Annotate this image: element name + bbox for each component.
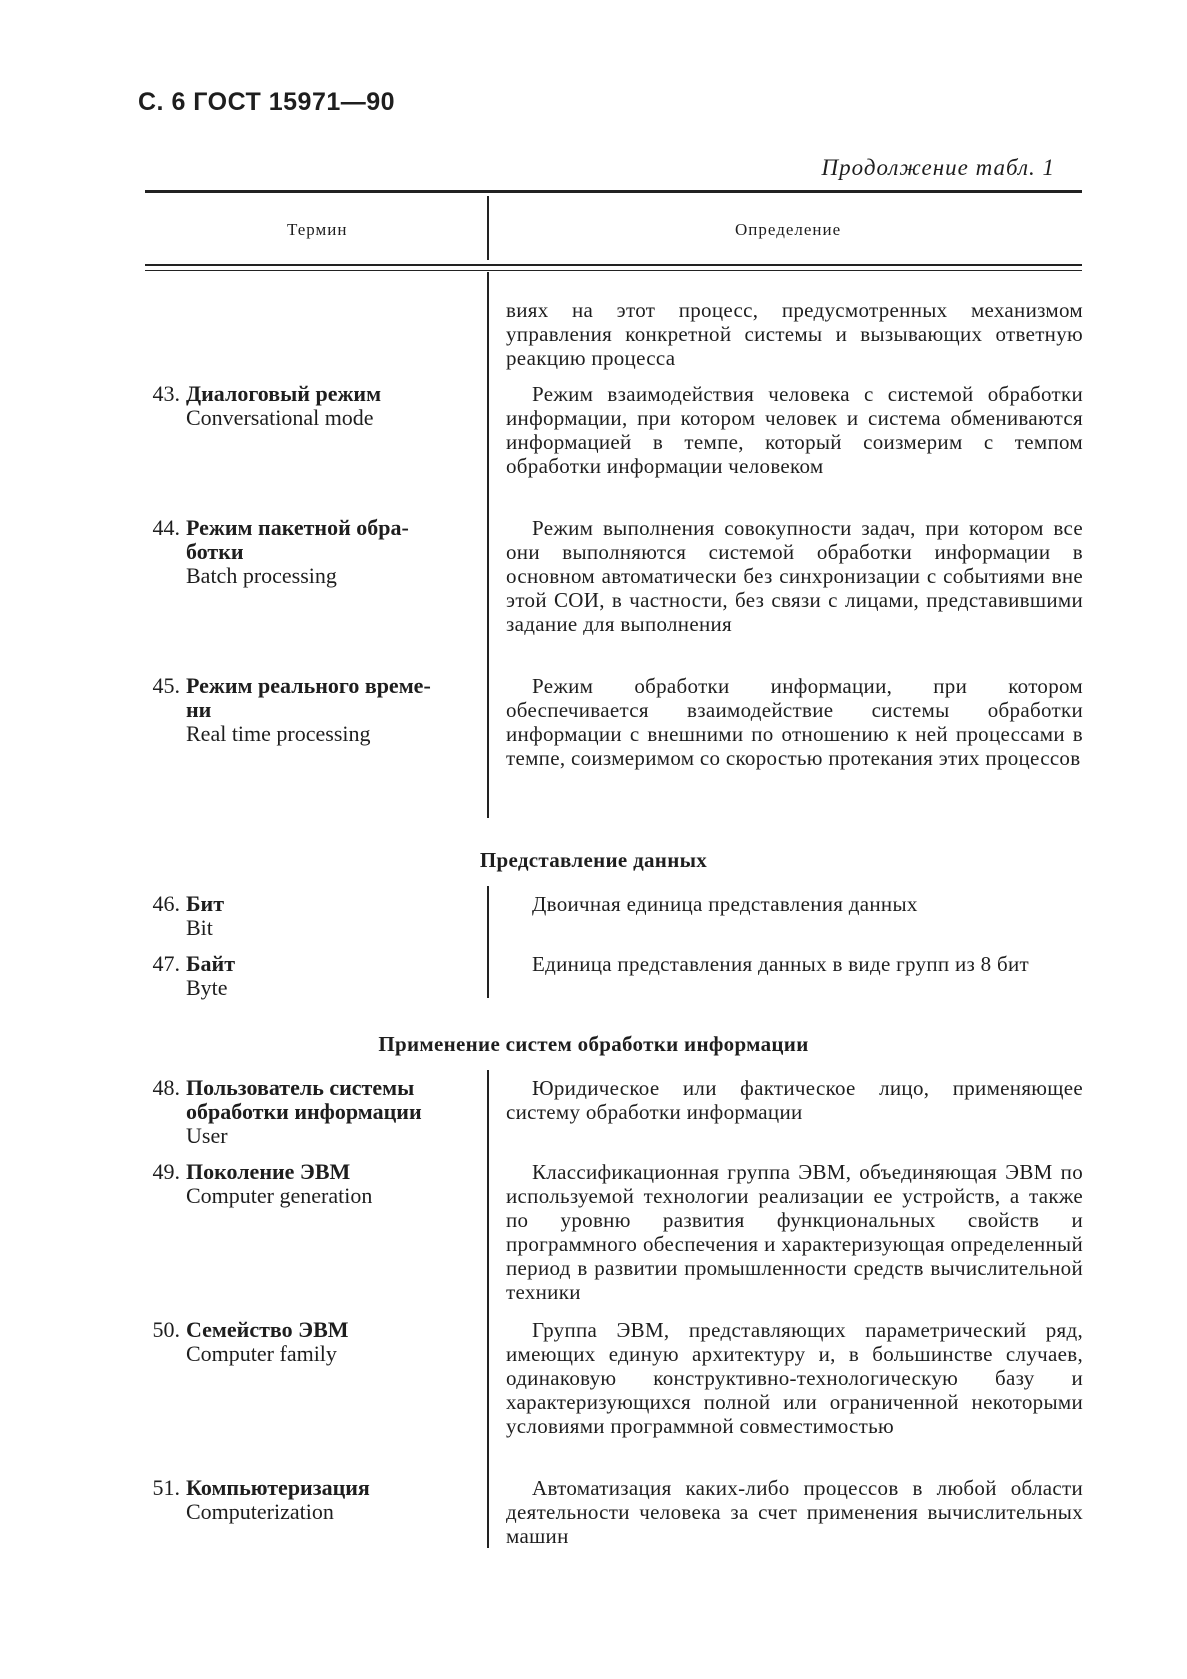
term-45: 45. Режим реального време- ни Real time processing [152,673,431,746]
page-header: С. 6 ГОСТ 15971—90 [138,88,396,116]
column-header-definition: Определение [735,220,842,239]
column-divider-block-3 [487,1070,489,1548]
header-column-divider [487,196,489,260]
definition-44: Режим выполнения совокупности задач, при котором все они выполняются системой обработки информации в основном автоматически без синхронизации с событиями вне этой СОИ, в частности, без связи с лицами, представившими задание для выполнения [506,516,1083,636]
section-heading-data-representation: Представление данных [479,848,708,872]
column-header-term: Термин [287,220,348,239]
term-48: 48. Пользователь системы обработки информации User [152,1075,422,1148]
definition-48: Юридическое или фактическое лицо, применяющее систему обработки информации [506,1076,1083,1124]
definition-45: Режим обработки информации, при котором обеспечивается взаимодействие системы обработки информации с внешними по отношению к ней процессами в темпе, соизмеримом со скоростью протекания этих процессов [506,674,1083,770]
column-divider-block-2 [487,886,489,998]
term-47: 47. Байт Byte [152,951,236,1000]
term-50: 50. Семейство ЭВМ Computer family [152,1317,349,1366]
definition-49: Классификационная группа ЭВМ, объединяющая ЭВМ по используемой технологии реализации ее устройств, а также по уровню развития функциональных свойств и программного обеспечения и характеризующая определенный период в развитии промышленности средств вычислительной техники [506,1160,1083,1304]
header-bottom-rule-thin [145,270,1082,271]
section-heading-application: Применение систем обработки информации [378,1032,809,1056]
column-divider-block-1 [487,272,489,818]
definition-50: Группа ЭВМ, представляющих параметрический ряд, имеющих единую архитектуру и, в большинстве случаев, одинаковую конструктивно-технологическую базу и характеризующихся полной или ограниченной некоторыми условиями программной совместимостью [506,1318,1083,1438]
definition-46: Двоичная единица представления данных [532,892,918,916]
table-continuation-label: Продолжение табл. 1 [821,155,1055,180]
term-51: 51. Компьютеризация Computerization [152,1475,370,1524]
term-49: 49. Поколение ЭВМ Computer generation [152,1159,373,1208]
term-44: 44. Режим пакетной обра- ботки Batch processing [152,515,409,588]
definition-43: Режим взаимодействия человека с системой обработки информации, при котором человек и система обмениваются информацией в темпе, который соизмерим с темпом обработки информации человеком [506,382,1083,478]
header-bottom-rule [145,264,1082,266]
term-46: 46. Бит Bit [152,891,225,940]
definition-51: Автоматизация каких-либо процессов в любой области деятельности человека за счет применения вычислительных машин [506,1476,1083,1548]
definition-47: Единица представления данных в виде групп из 8 бит [532,952,1030,976]
term-43: 43. Диалоговый режим Conversational mode [152,381,382,430]
carryover-definition: виях на этот процесс, предусмотренных механизмом управления конкретной системы и вызывающих ответную реакцию процесса [506,298,1083,370]
table-top-rule [145,190,1082,193]
